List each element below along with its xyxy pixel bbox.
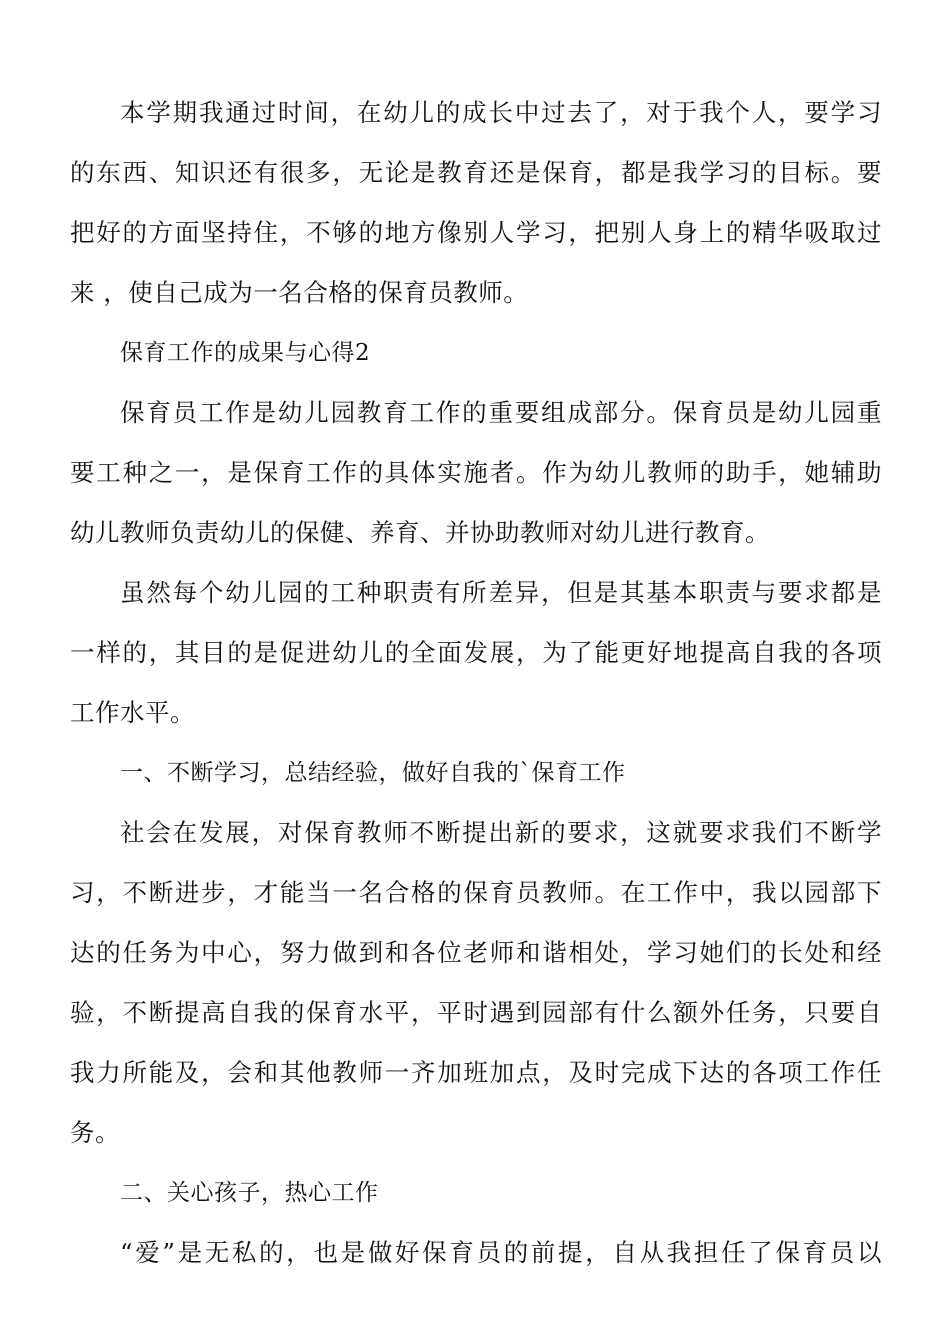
- paragraph-line: 保育员工作是幼儿园教育工作的重要组成部分。保育员是幼儿园重: [120, 398, 882, 427]
- paragraph-line: 的东西、知识还有很多，无论是教育还是保育，都是我学习的目标。要: [70, 158, 882, 187]
- paragraph-line: 务。: [70, 1118, 120, 1147]
- section-heading: 二、关心孩子，热心工作: [120, 1180, 379, 1206]
- paragraph-line: 虽然每个幼儿园的工种职责有所差异，但是其基本职责与要求都是: [120, 578, 882, 607]
- paragraph-line: 幼儿教师负责幼儿的保健、养育、并协助教师对幼儿进行教育。: [70, 518, 770, 547]
- paragraph-line: 习，不断进步，才能当一名合格的保育员教师。在工作中，我以园部下: [70, 878, 882, 907]
- paragraph-line: 我力所能及，会和其他教师一齐加班加点，及时完成下达的各项工作任: [70, 1058, 882, 1087]
- paragraph-line: 一样的，其目的是促进幼儿的全面发展，为了能更好地提高自我的各项: [70, 638, 882, 667]
- paragraph-line: 验，不断提高自我的保育水平，平时遇到园部有什么额外任务，只要自: [70, 998, 882, 1027]
- paragraph-line: “爱”是无私的，也是做好保育员的前提，自从我担任了保育员以: [120, 1238, 882, 1267]
- paragraph-line: 来 ，使自己成为一名合格的保育员教师。: [70, 278, 529, 307]
- paragraph-line: 要工种之一，是保育工作的具体实施者。作为幼儿教师的助手，她辅助: [70, 458, 882, 487]
- paragraph-line: 本学期我通过时间，在幼儿的成长中过去了，对于我个人，要学习: [120, 98, 882, 127]
- paragraph-line: 把好的方面坚持住，不够的地方像别人学习，把别人身上的精华吸取过: [70, 218, 882, 247]
- paragraph-line: 社会在发展，对保育教师不断提出新的要求，这就要求我们不断学: [120, 818, 882, 847]
- paragraph-line: 达的任务为中心，努力做到和各位老师和谐相处，学习她们的长处和经: [70, 938, 882, 967]
- section-heading: 一、不断学习，总结经验，做好自我的`保育工作: [120, 760, 626, 786]
- section-title: 保育工作的成果与心得2: [120, 340, 371, 366]
- paragraph-line: 工作水平。: [70, 698, 195, 727]
